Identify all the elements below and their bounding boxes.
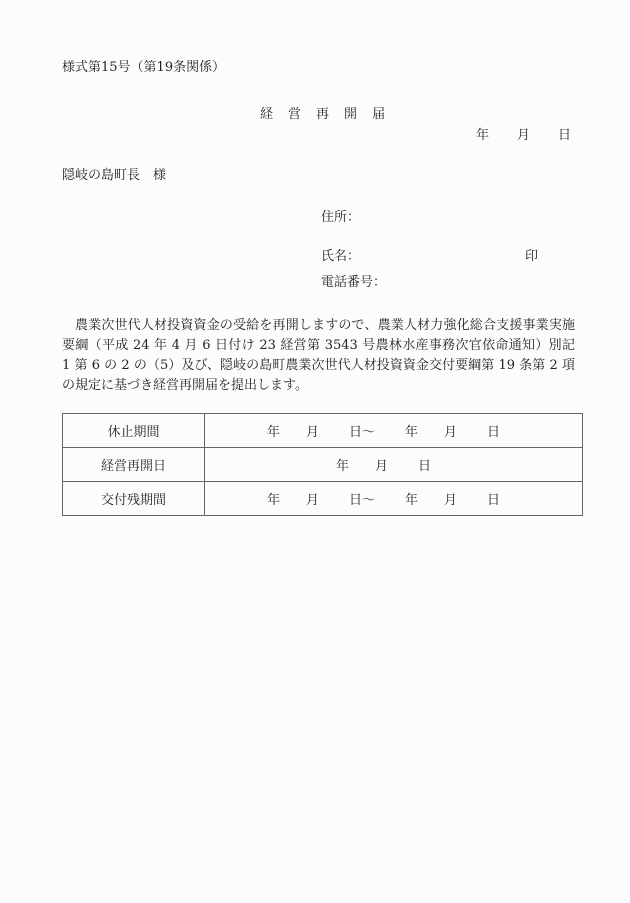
applicant-phone-label: 電話番号： [321, 275, 387, 290]
row-label: 休止期間 [63, 414, 205, 448]
to-month: 月 [444, 425, 458, 440]
date-single-cell [205, 448, 583, 482]
to-year: 年 [405, 425, 419, 440]
to-day: 日 [487, 425, 501, 440]
title-char: 経 [260, 107, 274, 122]
date-day-label: 日 [558, 128, 572, 143]
title-char: 再 [316, 107, 330, 122]
body-paragraph: 農業次世代人材投資資金の受給を再開しますので、農業人材力強化総合支援事業実施要綱（平成 24 年 4 月 6 日付け 23 経営第 3543 号農林水産事務次官依命通知）別記 1 第 6 の 2 の（5）及び、隠岐の島町農業次世代人材投資資金交付要綱第 19 条第 2 項の規定に基づき経営再開届を提出します。 [62, 318, 575, 393]
date-year: 年 [335, 459, 349, 474]
table-row-resumption-date [63, 448, 583, 482]
title-char: 営 [288, 107, 302, 122]
title-char: 届 [372, 107, 386, 122]
date-range-cell [205, 414, 583, 448]
date-month: 月 [374, 459, 388, 474]
applicant-name-label: 氏名： [321, 249, 361, 264]
from-month: 月 [305, 425, 319, 440]
info-table [62, 413, 583, 516]
from-year: 年 [266, 493, 280, 508]
row-label: 経営再開日 [63, 448, 205, 482]
submission-date [476, 124, 571, 143]
seal-mark: 印 [525, 249, 539, 264]
date-month-label: 月 [517, 128, 531, 143]
to-month: 月 [444, 493, 458, 508]
table-row-remaining-period [63, 482, 583, 516]
row-label: 交付残期間 [63, 482, 205, 516]
addressee: 隠岐の島町長 様 [62, 168, 167, 183]
from-day: 日〜 [348, 493, 375, 508]
applicant-address-label: 住所： [321, 210, 361, 225]
date-range-cell [205, 482, 583, 516]
table-row-suspension-period [63, 414, 583, 448]
from-day: 日〜 [348, 425, 375, 440]
to-day: 日 [487, 493, 501, 508]
title-char: 開 [344, 107, 358, 122]
date-year-label: 年 [476, 128, 490, 143]
from-year: 年 [266, 425, 280, 440]
from-month: 月 [305, 493, 319, 508]
date-day: 日 [418, 459, 432, 474]
document-title [260, 103, 400, 122]
to-year: 年 [405, 493, 419, 508]
form-number: 様式第15号（第19条関係） [62, 60, 226, 75]
